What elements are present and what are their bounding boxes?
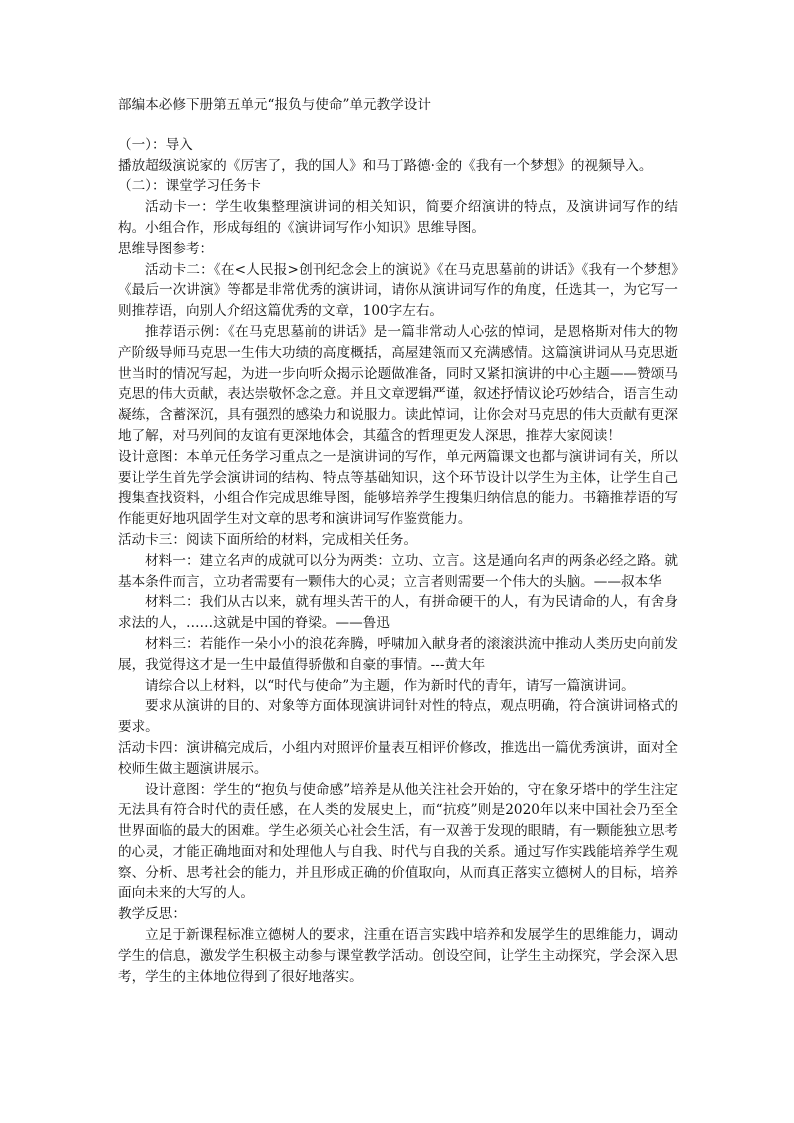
section-heading: （一）：导入	[118, 136, 193, 153]
document-body	[118, 135, 692, 988]
paragraph: 材料二：我们从古以来，就有埋头苦干的人，有拼命硬干的人，有为民请命的人，有舍身求法的人，……这就是中国的脊梁。——鲁迅	[118, 594, 678, 632]
document-page	[118, 95, 692, 987]
paragraph: 推荐语示例：《在马克思墓前的讲话》是一篇非常动人心弦的悼词，是恩格斯对伟大的物产阶级导师马克思一生伟大功绩的高度概括，高屋建瓴而又充满感情。这篇演讲词从马克思逝世当时的情况写起，为进一步向听众揭示论题做准备，同时又紧扣演讲的中心主题——赞颂马克思的伟大贡献，表达崇敬怀念之意。并且文章逻辑严谨，叙述抒情议论巧妙结合，语言生动凝练，含蓄深沉，具有强烈的感染力和说服力。读此悼词，让你会对马克思的伟大贡献有更深地了解，对马列间的友谊有更深地体会，其蕴含的哲理更发人深思，推荐大家阅读！	[118, 323, 678, 444]
paragraph: 材料一：建立名声的成就可以分为两类：立功、立言。这是通向名声的两条必经之路。就基本条件而言，立功者需要有一颗伟大的心灵；立言者则需要一个伟大的头脑。——叔本华	[118, 552, 678, 590]
section-heading: （二）：课堂学习任务卡	[118, 178, 261, 195]
paragraph: 活动卡三：阅读下面所给的材料，完成相关任务。	[118, 531, 418, 548]
document-title: 部编本必修下册第五单元“报负与使命”单元教学设计	[118, 97, 431, 113]
paragraph: 要求从演讲的目的、对象等方面体现演讲词针对性的特点，观点明确，符合演讲词格式的要求。	[118, 698, 678, 736]
paragraph: 思维导图参考：	[118, 240, 214, 257]
paragraph: 活动卡四：演讲稿完成后，小组内对照评价量表互相评价修改，推选出一篇优秀演讲，面对全校师生做主题演讲展示。	[118, 739, 678, 777]
paragraph: 播放超级演说家的《厉害了，我的国人》和马丁路德·金的《我有一个梦想》的视频导入。	[118, 157, 653, 174]
paragraph: 活动卡一：学生收集整理演讲词的相关知识，简要介绍演讲的特点，及演讲词写作的结构。小组合作，形成每组的《演讲词写作小知识》思维导图。	[118, 199, 678, 236]
paragraph: 立足于新课程标准立德树人的要求，注重在语言实践中培养和发展学生的思维能力，调动学生的信息，激发学生积极主动参与课堂教学活动。创设空间，让学生主动探究，学会深入思考，学生的主体地位得到了很好地落实。	[118, 927, 678, 985]
paragraph: 设计意图：学生的“抱负与使命感”培养是从他关注社会开始的，守在象牙塔中的学生注定无法具有符合时代的责任感，在人类的发展史上，而“抗疫”则是2020年以来中国社会乃至全世界面临的最大的困难。学生必须关心社会生活，有一双善于发现的眼睛，有一颗能独立思考的心灵，才能正确地面对和处理他人与自我、时代与自我的关系。通过写作实践能培养学生观察、分析、思考社会的能力，并且形成正确的价值取向，从而真正落实立德树人的目标，培养面向未来的大写的人。	[118, 781, 678, 902]
paragraph: 设计意图：本单元任务学习重点之一是演讲词的写作，单元两篇课文也都与演讲词有关，所以要让学生首先学会演讲词的结构、特点等基础知识，这个环节设计以学生为主体，让学生自己搜集查找资料，小组合作完成思维导图，能够培养学生搜集归纳信息的能力。书籍推荐语的写作能更好地巩固学生对文章的思考和演讲词写作鉴赏能力。	[118, 448, 678, 528]
paragraph: 教学反思：	[118, 906, 186, 923]
paragraph: 活动卡二：《在<人民报>创刊纪念会上的演说》《在马克思墓前的讲话》《我有一个梦想》 《最后一次讲演》等都是非常优秀的演讲词，请你从演讲词写作的角度，任选其一，为它写一则推荐语，向别人介绍这篇优秀的文章，100字左右。	[118, 261, 692, 320]
paragraph: 材料三：若能作一朵小小的浪花奔腾，呼啸加入献身者的滚滚洪流中推动人类历史向前发展，我觉得这才是一生中最值得骄傲和自豪的事情。---黄大年	[118, 635, 678, 673]
paragraph: 请综合以上材料，以“时代与使命”为主题，作为新时代的青年，请写一篇演讲词。	[145, 677, 635, 694]
